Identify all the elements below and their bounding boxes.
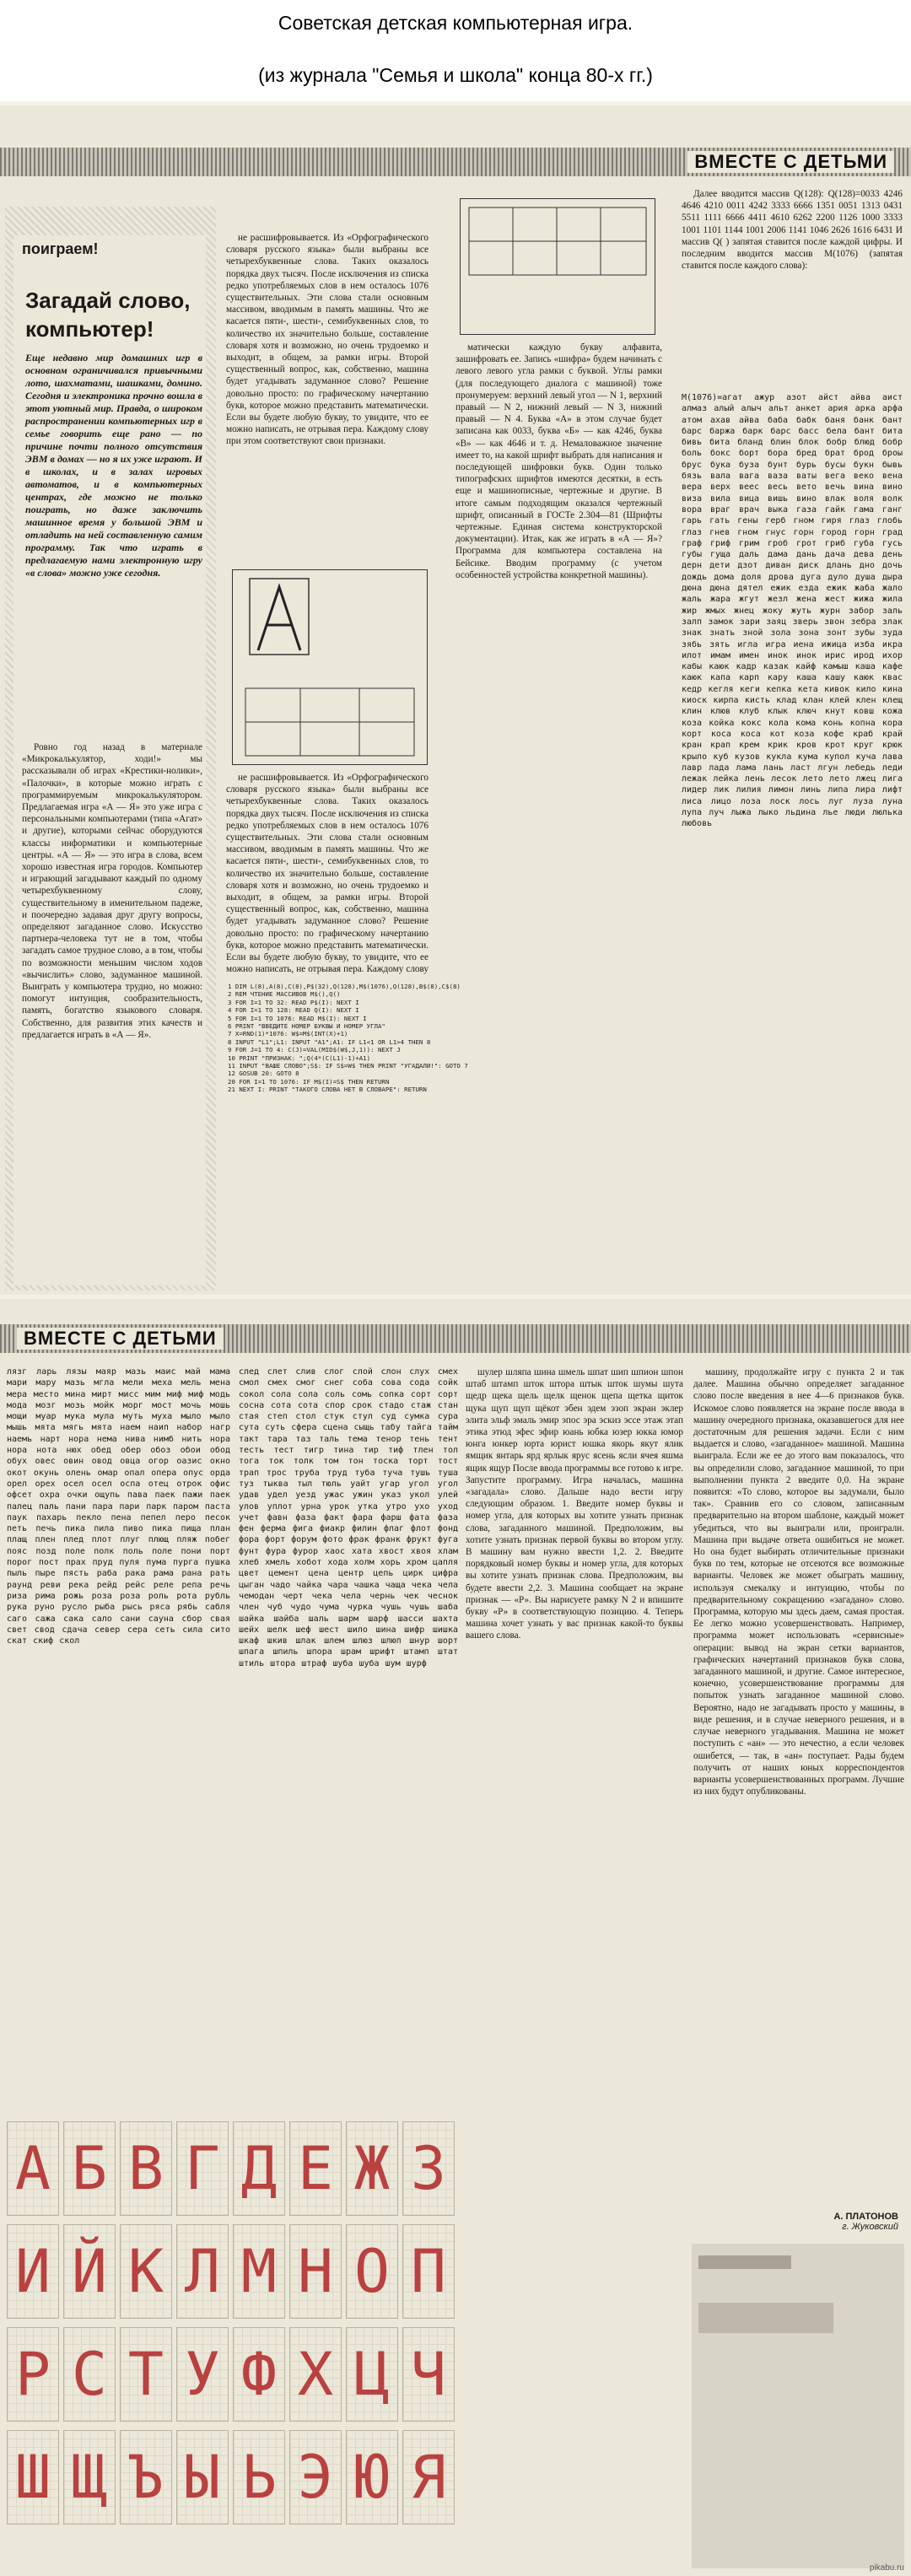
letter-cell: Э — [289, 2430, 342, 2525]
sidebar-inner — [13, 235, 206, 1285]
column-2b-text: не расшифровывается. Из «Орфографического словаря русского языка» были выбраны все четырехбуквенные слова. Таких оказалось порядка двух тысяч. После исключения из списка редко употребляемых слов в нем осталось 1076 существительных. Эти слова стали основным массивом, вводимым в память машины. Что же касается пяти-, шести-, семибуквенных слов, то количество их значительно больше, составление словаря хотя и возможно, но очень трудоемко и выходит, в общем, за рамки игры. Второй существенный вопрос, как, собственно, машина будет угадывать задуманное слово? Решение довольно просто: по графическому начертанию букв, которое можно представить математически. Если вы будете любую букву, то увидите, что ее можно написать, не отрывая пера. Каждому слову — [226, 773, 429, 974]
letter-cell: И — [7, 2224, 59, 2319]
letter-cell: К — [120, 2224, 172, 2319]
author-signature — [709, 2212, 898, 2232]
cipher-grid-icon — [461, 199, 655, 334]
column-2-text: не расшифровывается. Из «Орфографического словаря русского языка» были выбраны все четырехбуквенные слова. Таких оказалось порядка двух тысяч. После исключения из списка редко употребляемых слов в нем осталось 1076 существительных. Эти слова стали основным массивом, вводимым в память машины. Что же касается пяти-, шести-, семибуквенных слов, то количество их значительно больше, составление словаря хотя и возможно, но очень трудоемко и выходит, в общем, за рамки игры. Второй существенный вопрос, как, собственно, машина будет угадывать задуманное слово? Решение довольно просто: по графическому начертанию букв, которое можно представить математически. Если вы будете любую букву, то увидите, что ее можно написать, не отрывая пера. Каждому слову при этом соответствуют свои признаки. — [226, 233, 429, 447]
letter-cell: Щ — [63, 2430, 116, 2525]
letter-cell: Е — [289, 2121, 342, 2216]
blurred-advert — [692, 2244, 904, 2568]
letter-stencil-grid — [7, 2121, 677, 2535]
letter-cell: Ф — [233, 2327, 285, 2422]
letter-cell: У — [176, 2327, 229, 2422]
watermark: pikabu.ru — [869, 2563, 904, 2573]
article-column-2 — [226, 232, 429, 569]
letter-cell: Х — [289, 2327, 342, 2422]
letter-row — [7, 2121, 677, 2221]
column-3-text: матически каждую букву алфавита, зашифровать ее. Запись «шифра» будем начинать с левого левого угла рамки с буквой. Углы рамки (для последующего диалога с машиной) тоже пронумеруем: верхний левый угол — N 1, верхний правый — N 2, нижний левый — N 3, нижний правый — N 4. Буква «А» в этом случае будет записана как 0033, буква «Б» — как 4246, буква «В» — как 4646 и т. д. Немаловажное значение имеет то, на какой шрифт выбрать для написания и последующей шифровки букв. Один только типографских шрифтов имеются десятки, в есть еще и машинописные, чертежные и другие. В итоге самым подходящим оказался чертежный шрифт, описанный в ГОСТе 2.304—81 (Шрифты чертежные. Единая система конструкторской документации). Итак, как же играть в «А — Я»? Программа для компьютера составлена на Бейсике. Вводим программу (с учетом особенностей устройства конкретной машины). — [456, 342, 662, 580]
letter-cell: Ы — [176, 2430, 229, 2525]
word-list-b-text: след слет слив слог слой слон слух смех смол смех смог снег соба сова сода сойк сокол сола сола соль сомь сопка сорт сорт сосна сота сота спор срок стадо стаж стан стая степ стол стук стул суд сумка сура сута суть сфера сцена сыщь табу тайга тайм такт тара таз таль тема тенор тень тент тесть тест тигр тина тир тиф тлен тол тога ток толк том тон тоска торт тост трап трос труба труд туба туча тушь туша туз тыква тыл тюль уайт угар угол угол удав удел уезд ужас ужин указ укол улей улов уплот урна урок утка утро ухо уход учет фавн фаза факт фара фарш фата фаза фен ферма фига фиакр филин флаг флот фонд фора форт форум фото фрак франк фрукт фуга фунт фура фурор хаос хата хвост хвоя хлам хлеб хмель хобот хода холм хорь хром цапля цвет цемент цена центр цепь цирк цифра цыган чадо чайка чара чашка чаща чека чела чемодан черт чека чела чернь чек чеснок член чуб чудо чума чурка чушь чушь шаба шайка шайба шаль шарм шарф шасси шахта шейх шелк шеф шест шило шина шифр шишка шкаф шкив шлак шлем шлюз шлюп шнур шорт шпага шпиль шпора шрам шрифт штамп штат штиль штора штраф шуба шуба шум шурф — [239, 1367, 458, 1668]
article-headline — [25, 286, 190, 343]
section-title-2: ВМЕСТЕ С ДЕТЬМИ — [17, 1328, 224, 1350]
letter-cell: М — [233, 2224, 285, 2319]
headline-line-2: компьютер! — [25, 316, 154, 342]
letter-cell: Т — [120, 2327, 172, 2422]
letter-cell: Я — [402, 2430, 455, 2525]
letter-cell: Д — [233, 2121, 285, 2216]
word-list-column-b — [239, 1366, 458, 2109]
top-caption — [0, 0, 911, 101]
letter-cell: Б — [63, 2121, 116, 2216]
letter-cell: А — [7, 2121, 59, 2216]
letter-cell: Р — [7, 2327, 59, 2422]
letter-row — [7, 2430, 677, 2530]
blurred-block — [698, 2255, 791, 2269]
letter-cell: Г — [176, 2121, 229, 2216]
letter-cell: В — [120, 2121, 172, 2216]
word-list-a-text: лязг ларь лязы маяр мазь маис май мама мари мару мазь мгла мели меха мель мена мера место мина мирт мисс мим миф миф модь мода мозг мозь мойк морг мост мочь мошь мощи муар мука мула муть муха мыло мыло мышь мята мягь мята наем наип набор нагр наемь нарт нора нема нива нимб нить нора нора нота нюх обед обер обоз обои обод обух овес овин овод овца огор оазис окно окот окунь олень омар опал опера опус орда орел орех осел осел оспа отец отрок офис офсет охра очки ощупь пава паек пажи паек палец паль пани пара пари парк паром паста паук пахарь пекло пена пепел перо песок петь печь пика пила пиво пика пища план плащ плен плед плот плуг плющ пляж побег пояс позд поле полк поль поле пони порт порог пост прах пруд пуля пума пурга пушка пыль пыре пясть раба рака рама рана рать раунд реви река рейд рейс реле репа речь риза рима рожь роза роза роль рота рубль рука руно русло рыба рысь ряса рябь сабля саго сажа сака сало сани сауна сбор свая свет свод сдача север сера сеть сила сито скат скиф скол — [7, 1367, 230, 1646]
article-column-3 — [456, 342, 662, 974]
caption-line-1: Советская детская компьютерная игра. — [278, 12, 633, 34]
author-place: г. Жуковский — [842, 2222, 898, 2232]
column-5-text: шулер шляпа шина шмель шпат шип шпион шпон штаб штамп шток штора штык шток шумы шута щедр щека щель щелк щенок щепа щетка щиток щука щуп щуп щёкот эбен эдем эзоп экран эклер элита эльф эмаль эмир эпос эра эскиз эссе этаж этап этика этюд эфес эфир юань юбка юзер юкка юмор юнга юнкер юрта юрист юшка якорь якут ялик ямщик янтарь ярд ярлык ярус ясень ясли ячея яшма ящик ящур После ввода программы все готово к игре. Запустите программу. Игра началась, машина «загадала» слово. Дальше надо вести игру следующим образом. 1. Введите номер буквы и номер угла, для которых вы хотите узнать признак слова, загаданного машиной. Предположим, вы хотите узнать признак первой буквы во втором углу. В машину вам нужно ввести 1,2. 2. Введите порядковый номер буквы и номер угла, для которых вы хотите узнать признак слова. Предположим, вы будете ввести 2,2. 3. Машина сообщает на экране признак — «Р». Вы нарисуете рамку N 2 и впишите букву «Р» в соответствующую позицию. 4. Теперь машина хочет узнать у вас признак какой-то буквы вашего слова. — [466, 1367, 683, 1641]
letter-cell: Ч — [402, 2327, 455, 2422]
article-lede: Еще недавно мир домашних игр в основном ограничивался привычными лото, шахматами, шашками, домино. Сегодня и электроника прочно вошла в этот уютный мир. Правда, о широком распространении компьютерных игр в семье говорить еще рано — по причине почти полного отсутствия ЭВМ в домах — но я их уже играют. И в школах, и в залах игровых автоматов, и в компьютерных центрах, где можно не только поиграть, но даже заключить машинное время у большой ЭВМ и отладить на ней составленную самим программу. Так что играть в предлагаемую нами электронную игру «в слова» можно уже сегодня. — [25, 352, 202, 579]
article-column-2b — [226, 772, 429, 974]
headline-line-1: Загадай слово, — [25, 288, 191, 313]
letter-cell: С — [63, 2327, 116, 2422]
letter-cell: О — [346, 2224, 398, 2319]
cipher-template-figure — [460, 198, 655, 335]
column-4-text: Далее вводится массив Q(128): Q(128)=0033 4246 4646 4210 0011 4242 3333 6666 1351 0051 1313 0431 5511 1111 6666 4411 4610 6262 2200 1126 1000 3333 1001 1101 1144 1001 2006 1141 1046 2626 1616 6431 И массив Q( ) запятая ставится после каждой цифры. И последним вводится массив M(1076) (запятая ставится после каждого слова): — [682, 189, 903, 272]
letter-cell: Ъ — [120, 2430, 172, 2525]
article-column-4 — [682, 188, 903, 391]
magazine-page-2 — [0, 1299, 911, 2576]
letter-frame-figure — [232, 569, 428, 765]
letter-cell: Н — [289, 2224, 342, 2319]
letter-cell: П — [402, 2224, 455, 2319]
letter-cell: Ь — [233, 2430, 285, 2525]
letter-cell: Й — [63, 2224, 116, 2319]
letter-cell: Ш — [7, 2430, 59, 2525]
letter-cell: Л — [176, 2224, 229, 2319]
blurred-block — [698, 2303, 833, 2333]
author-name: А. ПЛАТОНОВ — [833, 2212, 898, 2222]
letter-cell: Ю — [346, 2430, 398, 2525]
word-list-text: М(1076)=агат ажур азот айст айва аист алмаз алый алыч альт анкет ария арка арфа атом ахав айва баба бабк баня банк бант барс баржа барк барс басс бела бант бита бивь бита бланд блин блок бобр блюд бобр боль бокс борт бора бред брат брод броы брус бука буза бунт бурь бусы букн бывь бязь вала вага ваза ваты вега веко вена вера верх веес весь вето вечь вина вино виза вила вица вишь вино влак воля волк вора враг врач выка газа гайк гама ганг гарь гать гены герб гном гиря глаз глобь глаз гнев гном гнус горн город горн град граф гриф грим гроб грот гриб губа гусь губы гуща даль дама дань дача дева день дерн дети дзот диван диск длань дно дочь дождь дома доля дрова дуга дуло душа дыра дюна дюна дятел ежик езда ежик жаба жало жаль жара жгут жезл жена жест жижа жила жир жмых жнец жоку жуть журн забор заль залп замок зари заяц зверь звон зебра злак знак знать зной зола зона зонт зубы зуда зябь зять игла игра иена ижица изба икра илот имам имен инок инок ирис ирод ихор кабы каюк кадр казак кайф камыш каша кафе каюк капа карп кару каша кашу каюк кваc кедр кегля кеги кепка кета кивок кило кина киоск кирпа кисть клад клан клей клен клещ клин клюв клуб клык ключ кнут ковш кожа коза койка кокс кола кома конь копна кора корт коса коса кот коза кофе краб край кран крап крем крик кров крот круг крюк крыло куб кузов кукла кума купол куча лава лавр лада лама лань ласт лгун лебедь леди лежак лейка лень лесок лето лето лжец лига лидер лик лилия лимон линь липа лира лифт лиса лицо лоза лоск лось луг луза луна лупа луч лыжа лыко льдина лье люди люлька любовь — [682, 393, 903, 829]
section-title: ВМЕСТЕ С ДЕТЬМИ — [687, 151, 894, 173]
column-6-text: машину, продолжайте игру с пункта 2 и так далее. Машина обычно определяет загаданное слово после введения в нее 4—6 признаков букв. Искомое слово появляется на экране после ввода в машину очередного признака, оказавшегося для нее достаточным для решения задачи. Если с ним выдается и слово, «загаданное» машиной. Машина выиграла. Если же ее до этого вам показалось, что вы определили слово, загаданное машиной, то при выполнении пункта 2 введите 0,0. На экране появится: «То слово, которое вы задумали, было так». Сравнив его со словом, записанным предварительно на втором шаблоне, каждый может убедиться, что вы выиграли или, проиграли. Машина при выдаче ответа ошибиться не может. Но она будет выбирать отличительные признаки букв по тем, которые не отсеются все возможные варианты. Человек же может обыграть машину, используя смекалку и интуицию, чтобы по предварительному сокращению «загадано» слово. Программа, которую мы здесь даем, самая простая. Ее легко можно усовершенствовать. Например, программа может использовать «сервисные» операции: вывод на экран сетки вариантов, графических начертаний признаков букв слова, загаданного машиной, и другие. Самое интересное, конечно, усовершенствование программы для попыток узнать загаданное машиной слово. Вероятно, надо не загадывать просто у машины, в виде решения, и в случае неверного решения, и в случае неверного угадывания. Машина не может поступить с «ан» — это нечестно, а если человек ошибется, — так, в «ан» поступает. Рады будем получить от наших юных корреспондентов варианты усовершенствованных программ. Лучшие из них будут опубликованы. — [693, 1367, 904, 1797]
article-column-6 — [693, 1366, 904, 2206]
article-column-5 — [466, 1366, 683, 2109]
letter-cell: Ц — [346, 2327, 398, 2422]
letter-cell: З — [402, 2121, 455, 2216]
letter-cell: Ж — [346, 2121, 398, 2216]
word-list-column — [682, 392, 903, 1286]
rubric-label: поиграем! — [22, 240, 99, 257]
basic-program-listing: 1 DIM L(8),A(8),C(8),P$(32),Q(128),M$(1076),Q(128),B$(8),C$(8) 2 REM ЧТЕНИЕ МАССИВОВ M$(),Q() 3 FOR I=1 TO 32: READ P$(I): NEXT I 4 FOR I=1 TO 128: READ Q(I): NEXT I 5 FOR I=1 TO 1076: READ M$(I): NEXT I 6 PRINT "ВВЕДИТЕ НОМЕР БУКВЫ И НОМЕР УГЛА" 7 X=RND(1)*1076: W$=M$(INT(X)+1) 8 INPUT "L1";L1: INPUT "A1";A1: IF L1<1 OR L1>4 THEN 8 9 FOR J=1 TO 4: C(J)=VAL(MID$(W$,J,1)): NEXT J 10 PRINT "ПРИЗНАК: ";Q(4*(C(L1)-1)+A1) 11 INPUT "ВАШЕ СЛОВО";S$: IF S$=W$ THEN PRINT "УГАДАЛИ!": GOTO 7 12 GOSUB 20: GOTO 8 20 FOR I=1 TO 1076: IF M$(I)=S$ THEN RETURN 21 NEXT I: PRINT "ТАКОГО СЛОВА НЕТ В СЛОВАРЕ": RETURN — [228, 983, 468, 1094]
word-list-column-a — [7, 1366, 230, 2109]
article-sidebar — [5, 207, 216, 1291]
magazine-page-1 — [0, 105, 911, 1295]
letter-row — [7, 2327, 677, 2427]
article-column-1 — [22, 741, 202, 1281]
letter-a-diagram-icon — [233, 570, 427, 764]
caption-line-2: (из журнала "Семья и школа" конца 80-х гг.) — [258, 64, 653, 86]
column-1-text: Ровно год назад в материале «Микрокалькулятор, ходи!» мы рассказывали об играх «Крестики-нолики», «Палочки», в которые можно играть с программируемым микрокалькулятором. Предлагаемая игра «А — Я» это уже игра с персональными компьютерами (типа «Агат» и другие), которыми сейчас оборудуются классы информатики и компьютерные центры. «А — Я» — это игра в слова, всем хорошо известная игра городов. Компьютер и играющий загадывают каждый по одному четырехбуквенному слову, существительному в именительном падеже, и поочередно задавая друг другу вопросы, определяют загаданное слово. Искусство партнера-человека тут не в том, чтобы загадать самое трудное слово, а в том, чтобы по возможности меньшим числом ходов «вычислить» слово, задуманное машиной. Выиграть у компьютера трудно, но можно: помогут интуиция, сообразительность, память, богатство языкового словаря. Собственно, для развития этих качеств и предлагается играть в «А — Я». — [22, 742, 202, 1040]
letter-row — [7, 2224, 677, 2324]
